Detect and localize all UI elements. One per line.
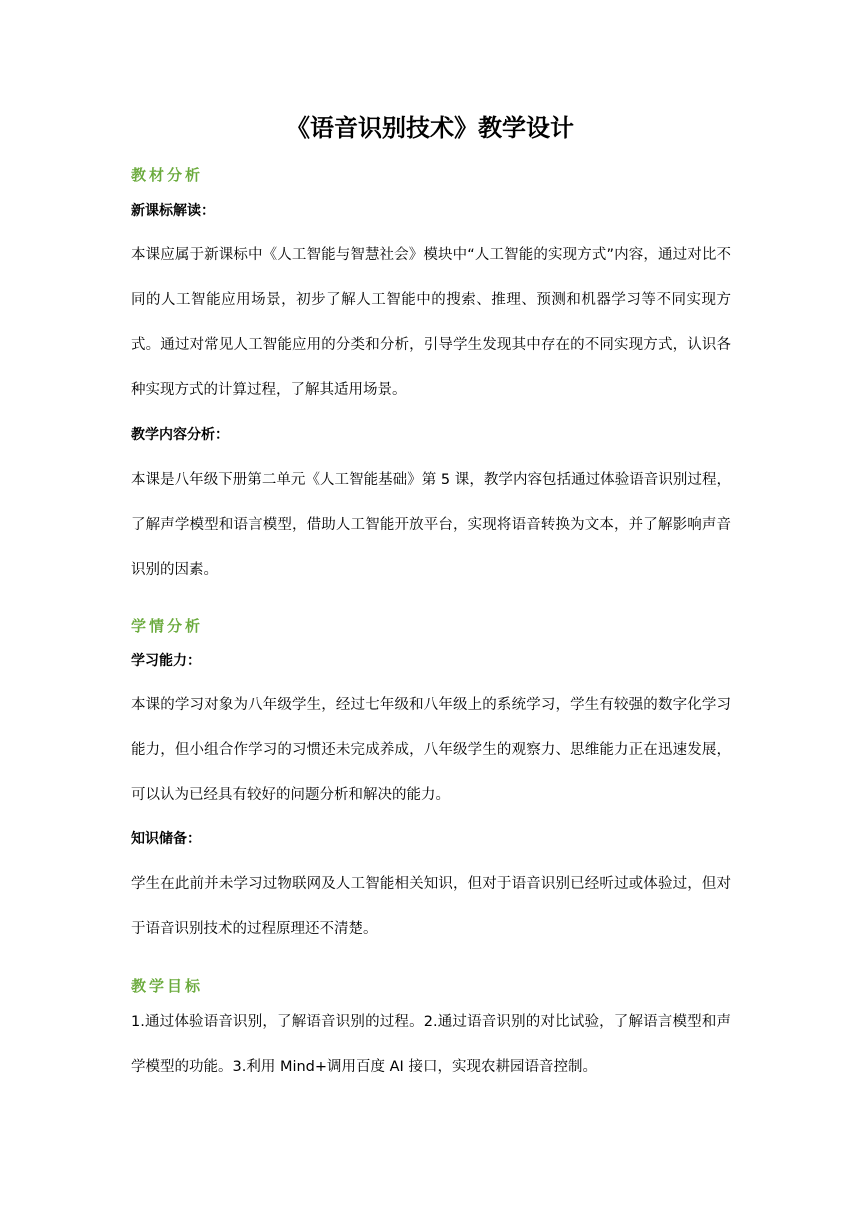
subheading-curriculum-standard: 新课标解读： [131, 203, 215, 219]
subheading-learning-ability: 学习能力： [131, 653, 201, 669]
section-heading-learner-analysis: 学情分析 [131, 617, 204, 635]
paragraph-prior-knowledge: 学生在此前并未学习过物联网及人工智能相关知识，但对于语音识别已经听过或体验过，但对于语音识别技术的过程原理还不清楚。 [131, 876, 731, 937]
paragraph-learning-ability: 本课的学习对象为八年级学生，经过七年级和八年级上的系统学习，学生有较强的数字化学习能力，但小组合作学习的习惯还未完成养成，八年级学生的观察力、思维能力正在迅速发展，可以认为已经具有较好的问题分析和解决的能力。 [131, 697, 731, 803]
paragraph-teaching-goals: 1.通过体验语音识别，了解语音识别的过程。2.通过语音识别的对比试验，了解语言模型和声学模型的功能。3.利用 Mind+调用百度 AI 接口，实现农耕园语音控制。 [131, 1014, 731, 1075]
paragraph-curriculum-standard: 本课应属于新课标中《人工智能与智慧社会》模块中“人工智能的实现方式”内容，通过对比不同的人工智能应用场景，初步了解人工智能中的搜索、推理、预测和机器学习等不同实现方式。通过对常见人工智能应用的分类和分析，引导学生发现其中存在的不同实现方式，认识各种实现方式的计算过程，了解其适用场景。 [131, 247, 731, 398]
section-heading-textbook-analysis: 教材分析 [131, 166, 204, 184]
subheading-content-analysis: 教学内容分析： [131, 427, 229, 443]
document-title: 《语音识别技术》教学设计 [286, 114, 574, 142]
paragraph-content-analysis: 本课是八年级下册第二单元《人工智能基础》第 5 课，教学内容包括通过体验语音识别过程，了解声学模型和语言模型，借助人工智能开放平台，实现将语音转换为文本，并了解影响声音识别的因素。 [131, 472, 731, 578]
subheading-prior-knowledge: 知识储备： [131, 831, 201, 847]
section-heading-teaching-goals: 教学目标 [131, 977, 204, 995]
